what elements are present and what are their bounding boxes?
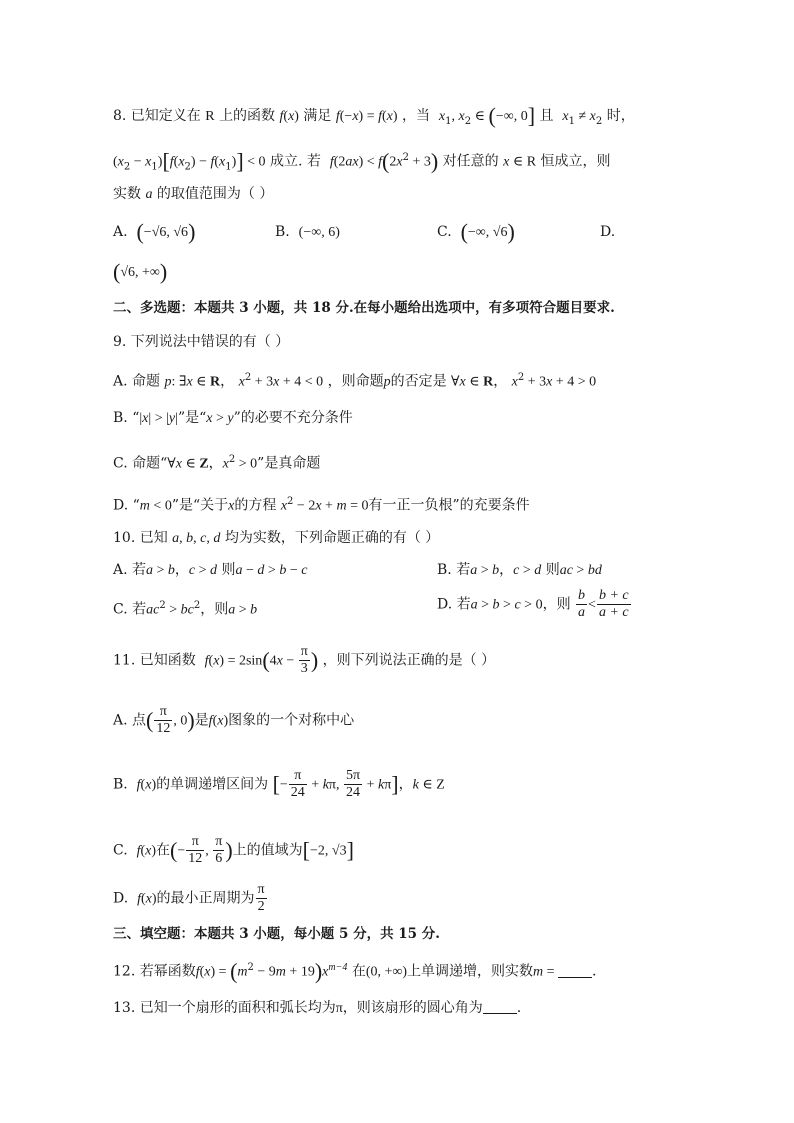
q9-option-c: C. 命题“∀x ∈ Z，$x^2 > 0$”是真命题 — [113, 454, 321, 472]
q8-line2: $(x_2 - x_1)[f(x_2) - f(x_1)] < 0$ 成立. 若 $f(2ax) < f(2x^2 + 3)$ 对任意的 x ∈ R 恒成立，则 — [113, 148, 611, 174]
q8-option-d-label: D. — [600, 224, 616, 240]
q8-line1: 8. 已知定义在 R 上的函数 f(x) 满足 f(−x) = f(x) ，当 $x_1$, $x_2$ ∈ (−∞, 0] 且 $x_1 \ne x_2$ 时， — [113, 103, 635, 128]
q9-option-a: A. 命题 p: ∃x ∈ R， $x^2 + 3x + 4 < 0$ ，则命题p的否定是 ∀x ∈ R， $x^2 + 3x + 4 > 0$ — [113, 372, 597, 390]
q11-stem: 11. 已知函数 f(x) = 2sin(4x − $\frac{\pi}{3}$ ) ，则下列说法正确的是（ ） — [113, 644, 496, 676]
q13: 13. 已知一个扇形的面积和弧长均为π，则该扇形的圆心角为 . — [113, 1000, 522, 1016]
q11-option-a: A. 点( $\frac{\pi}{12}$ , 0)是f(x)图象的一个对称中心 — [113, 704, 355, 736]
q8-option-b: B. (−∞, 6) — [275, 224, 340, 240]
q10-option-b: B. 若a > b，c > d 则ac > bd — [437, 562, 602, 578]
section-2-heading: 二、多选题：本题共 3 小题，共 18 分.在每小题给出选项中，有多项符合题目要求. — [113, 300, 615, 316]
q9-option-d: D. “m < 0”是“关于x的方程 $x^2 - 2x + m = 0$有一正一负根”的充要条件 — [113, 496, 530, 514]
q8-option-c: C. (−∞, √6) — [437, 219, 515, 244]
q8-number: 8. — [113, 108, 127, 124]
q11-option-d: D. f(x)的最小正周期为 $\frac{\pi}{2}$ — [113, 882, 265, 914]
q8-option-a: A. (−√6, √6) — [113, 219, 196, 244]
section-3-heading: 三、填空题：本题共 3 小题，每小题 5 分，共 15 分. — [113, 926, 440, 942]
q9-option-b: B. “|x| > |y|”是“x > y”的必要不充分条件 — [113, 410, 353, 426]
q12-answer-blank[interactable] — [558, 963, 592, 978]
q10-option-a: A. 若a > b，c > d 则a − d > b − c — [113, 562, 308, 578]
q11-option-b: B. f(x)的单调递增区间为 [− $\frac{\pi}{24}$ + kπ, $\frac{5\pi}{24}$ + kπ]，k ∈ Z — [113, 768, 445, 800]
q8-option-d: (√6, +∞) — [113, 259, 168, 284]
q10-option-d: D. 若a > b > c > 0，则 $\frac{b}{a}$ < $\frac{b + c}{a + c}$ — [437, 588, 629, 620]
q12: 12. 若幂函数$f(x) = (m^2 - 9m + 19)x^{m-4}$ 在(0, +∞)上单调递增，则实数m = . — [113, 958, 597, 984]
q10-stem: 10. 已知 a, b, c, d 均为实数，下列命题正确的有（ ） — [113, 530, 440, 546]
q13-answer-blank[interactable] — [483, 999, 517, 1014]
q10-option-c: C. 若$ac^2 > bc^2$，则a > b — [113, 600, 258, 618]
q8-line3: 实数 a 的取值范围为（ ） — [113, 186, 274, 202]
q9-stem: 9. 下列说法中错误的有（ ） — [113, 334, 290, 350]
q11-option-c: C. f(x)在(− $\frac{\pi}{12}$ , $\frac{\pi}{6}$ )上的值域为[−2, √3] — [113, 834, 354, 866]
